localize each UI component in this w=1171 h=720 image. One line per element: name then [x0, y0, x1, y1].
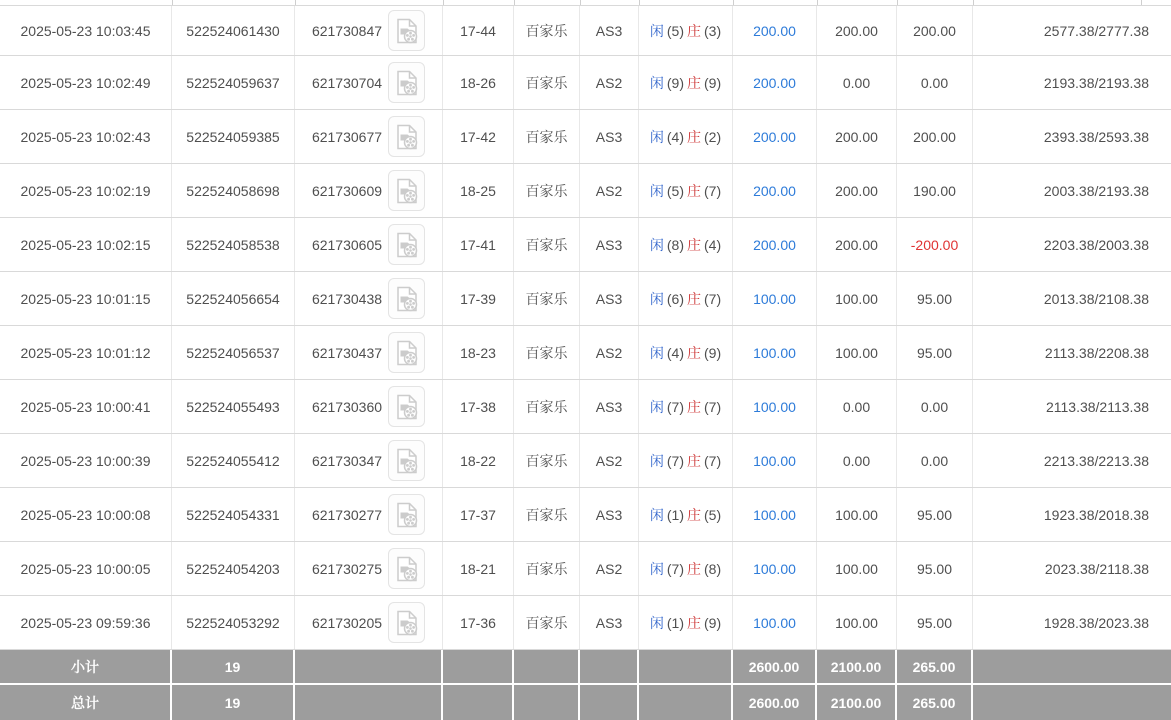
subtotal-empty-cell	[639, 650, 733, 683]
balance: 2113.38/2208.38	[1044, 344, 1149, 361]
bet-amount-cell	[733, 110, 817, 163]
game-type: 百家乐	[514, 380, 580, 433]
balance: 2113.38/2113.38	[1045, 398, 1149, 415]
game-number-cell	[295, 380, 443, 433]
total-label: 总计	[0, 685, 172, 720]
table-code: AS2	[580, 542, 639, 595]
bet-amount-link[interactable]: 200.00	[753, 236, 796, 253]
player-result-label: 闲	[649, 506, 664, 523]
player-result-label: 闲	[649, 614, 664, 631]
subtotal-empty-cell	[580, 650, 639, 683]
banker-result-label: 庄	[687, 398, 701, 415]
table-code: AS3	[580, 272, 639, 325]
table-round: 18-25	[443, 164, 514, 217]
game-number: 621730437	[311, 344, 383, 361]
table-round: 18-22	[443, 434, 514, 487]
video-file-icon	[396, 232, 418, 258]
table-row	[0, 542, 1171, 596]
player-result-label: 闲	[649, 236, 664, 253]
balance: 2577.38/2777.38	[1043, 22, 1149, 39]
video-replay-button[interactable]	[388, 278, 425, 319]
game-result	[639, 596, 733, 649]
column-divider-stub	[1141, 0, 1142, 5]
game-result	[639, 218, 733, 271]
table-code: AS3	[580, 380, 639, 433]
game-number-cell	[295, 326, 443, 379]
table-round: 17-38	[443, 380, 514, 433]
video-file-icon	[396, 286, 418, 312]
total-empty-cell	[973, 685, 1171, 720]
table-row	[0, 6, 1171, 56]
table-code: AS3	[580, 488, 639, 541]
table-round: 17-41	[443, 218, 514, 271]
bet-time: 2025-05-23 10:00:41	[0, 380, 172, 433]
table-row	[0, 380, 1171, 434]
table-code: AS3	[580, 110, 639, 163]
video-file-icon	[396, 394, 418, 420]
column-divider-stub	[443, 0, 444, 5]
player-result-label: 闲	[649, 560, 664, 577]
banker-result-label: 庄	[687, 614, 701, 631]
banker-result-label: 庄	[687, 560, 701, 577]
balance: 1923.38/2018.38	[1043, 506, 1149, 523]
valid-amount: 0.00	[817, 434, 897, 487]
table-row	[0, 272, 1171, 326]
bet-amount-link[interactable]: 200.00	[753, 182, 796, 199]
table-code: AS2	[580, 56, 639, 109]
banker-result-score: (9)	[704, 74, 722, 91]
win-loss: 200.00	[897, 110, 973, 163]
total-empty-cell	[580, 685, 639, 720]
valid-amount: 0.00	[817, 56, 897, 109]
table-code: AS3	[580, 218, 639, 271]
bet-time: 2025-05-23 10:02:19	[0, 164, 172, 217]
balance: 2393.38/2593.38	[1043, 128, 1149, 145]
banker-result-label: 庄	[687, 236, 701, 253]
banker-result-score: (7)	[704, 182, 722, 199]
game-number: 621730677	[311, 128, 383, 145]
bet-id: 522524059385	[172, 110, 295, 163]
subtotal-empty-cell	[973, 650, 1171, 683]
game-type: 百家乐	[514, 488, 580, 541]
video-replay-button[interactable]	[388, 62, 425, 103]
game-result	[639, 434, 733, 487]
player-result-score: (1)	[666, 506, 684, 523]
banker-result-score: (8)	[704, 560, 722, 577]
total-empty-cell	[639, 685, 733, 720]
banker-result-label: 庄	[687, 344, 701, 361]
table-row	[0, 110, 1171, 164]
table-row	[0, 326, 1171, 380]
game-result	[639, 164, 733, 217]
video-replay-button[interactable]	[388, 548, 425, 589]
game-type: 百家乐	[514, 110, 580, 163]
video-replay-button[interactable]	[388, 170, 425, 211]
valid-amount: 100.00	[817, 596, 897, 649]
bet-time: 2025-05-23 10:01:15	[0, 272, 172, 325]
total-empty-cell	[295, 685, 443, 720]
video-file-icon	[396, 18, 418, 44]
table-row	[0, 596, 1171, 650]
video-file-icon	[396, 70, 418, 96]
bet-amount-cell	[733, 542, 817, 595]
table-code: AS3	[580, 596, 639, 649]
game-type: 百家乐	[514, 164, 580, 217]
balance: 2023.38/2118.38	[1044, 560, 1149, 577]
game-type: 百家乐	[514, 272, 580, 325]
balance: 2213.38/2213.38	[1043, 452, 1149, 469]
bet-amount-link[interactable]: 100.00	[753, 398, 796, 415]
table-row	[0, 488, 1171, 542]
game-number-cell	[295, 488, 443, 541]
game-number: 621730275	[311, 560, 383, 577]
column-divider-stub	[817, 0, 818, 5]
valid-amount: 200.00	[817, 218, 897, 271]
player-result-score: (6)	[666, 290, 684, 307]
game-number-cell	[295, 596, 443, 649]
win-loss: 95.00	[897, 488, 973, 541]
banker-result-score: (5)	[704, 506, 722, 523]
table-round: 18-23	[443, 326, 514, 379]
player-result-score: (4)	[666, 344, 684, 361]
bet-amount-link[interactable]: 100.00	[753, 344, 796, 361]
table-round: 17-39	[443, 272, 514, 325]
player-result-score: (7)	[666, 560, 684, 577]
game-number-cell	[295, 272, 443, 325]
valid-amount: 200.00	[817, 164, 897, 217]
video-file-icon	[396, 448, 418, 474]
win-loss: 0.00	[897, 434, 973, 487]
win-loss: 0.00	[897, 56, 973, 109]
bet-time: 2025-05-23 10:01:12	[0, 326, 172, 379]
banker-result-label: 庄	[687, 452, 701, 469]
banker-result-label: 庄	[687, 506, 701, 523]
player-result-score: (8)	[666, 236, 684, 253]
game-number: 621730347	[311, 452, 383, 469]
subtotal-empty-cell	[514, 650, 580, 683]
bet-id: 522524058538	[172, 218, 295, 271]
bet-id: 522524054331	[172, 488, 295, 541]
game-result	[639, 56, 733, 109]
win-loss: 0.00	[897, 380, 973, 433]
bet-amount-link[interactable]: 100.00	[753, 506, 796, 523]
player-result-label: 闲	[649, 74, 664, 91]
video-replay-button[interactable]	[388, 494, 425, 535]
game-number: 621730205	[311, 614, 383, 631]
table-row	[0, 56, 1171, 110]
bet-amount-cell	[733, 380, 817, 433]
subtotal-empty-cell	[443, 650, 514, 683]
bet-amount-cell	[733, 434, 817, 487]
bet-amount-cell	[733, 488, 817, 541]
game-type: 百家乐	[514, 326, 580, 379]
player-result-label: 闲	[649, 290, 664, 307]
column-divider-stub	[172, 0, 173, 5]
player-result-score: (7)	[666, 452, 684, 469]
table-code: AS3	[580, 6, 639, 55]
player-result-label: 闲	[649, 22, 664, 39]
game-type: 百家乐	[514, 434, 580, 487]
bet-id: 522524061430	[172, 6, 295, 55]
game-type: 百家乐	[514, 56, 580, 109]
player-result-label: 闲	[649, 128, 664, 145]
bet-id: 522524053292	[172, 596, 295, 649]
bet-time: 2025-05-23 10:00:08	[0, 488, 172, 541]
bet-id: 522524054203	[172, 542, 295, 595]
banker-result-label: 庄	[687, 74, 701, 91]
valid-amount: 200.00	[817, 6, 897, 55]
bet-amount-cell	[733, 272, 817, 325]
player-result-score: (7)	[666, 398, 684, 415]
total-bet-total: 2600.00	[733, 685, 817, 720]
win-loss: 95.00	[897, 272, 973, 325]
banker-result-score: (7)	[704, 290, 722, 307]
column-divider-stub	[295, 0, 296, 5]
game-number-cell	[295, 434, 443, 487]
table-row	[0, 434, 1171, 488]
player-result-score: (5)	[666, 22, 684, 39]
valid-amount: 200.00	[817, 110, 897, 163]
table-round: 17-37	[443, 488, 514, 541]
total-row	[0, 683, 1171, 720]
column-divider-stub	[733, 0, 734, 5]
bet-amount-link[interactable]: 200.00	[753, 128, 796, 145]
balance: 2003.38/2193.38	[1043, 182, 1149, 199]
banker-result-score: (7)	[704, 452, 722, 469]
bet-time: 2025-05-23 10:02:49	[0, 56, 172, 109]
banker-result-label: 庄	[687, 182, 701, 199]
game-result	[639, 110, 733, 163]
banker-result-label: 庄	[687, 22, 701, 39]
banker-result-score: (9)	[704, 344, 722, 361]
player-result-score: (1)	[666, 614, 684, 631]
balance: 2193.38/2193.38	[1043, 74, 1149, 91]
game-number: 621730605	[311, 236, 383, 253]
game-result	[639, 272, 733, 325]
win-loss: 95.00	[897, 326, 973, 379]
bet-id: 522524055493	[172, 380, 295, 433]
game-result	[639, 380, 733, 433]
bet-amount-cell	[733, 6, 817, 55]
game-number-cell	[295, 56, 443, 109]
table-code: AS2	[580, 434, 639, 487]
video-replay-button[interactable]	[388, 10, 425, 51]
valid-amount: 100.00	[817, 488, 897, 541]
game-number-cell	[295, 218, 443, 271]
valid-amount: 100.00	[817, 542, 897, 595]
total-winloss-total: 265.00	[897, 685, 973, 720]
game-number-cell	[295, 164, 443, 217]
player-result-label: 闲	[649, 182, 664, 199]
game-number: 621730277	[311, 506, 383, 523]
bet-amount-cell	[733, 56, 817, 109]
bet-records-table	[0, 6, 1171, 650]
game-result	[639, 6, 733, 55]
table-code: AS2	[580, 326, 639, 379]
bet-time: 2025-05-23 10:02:15	[0, 218, 172, 271]
previous-row-remnant	[0, 0, 1171, 6]
game-type: 百家乐	[514, 218, 580, 271]
table-round: 17-36	[443, 596, 514, 649]
game-result	[639, 326, 733, 379]
subtotal-row	[0, 650, 1171, 683]
player-result-label: 闲	[649, 344, 664, 361]
banker-result-score: (9)	[704, 614, 722, 631]
table-row	[0, 218, 1171, 272]
game-number-cell	[295, 542, 443, 595]
bet-id: 522524055412	[172, 434, 295, 487]
player-result-score: (5)	[666, 182, 684, 199]
bet-amount-link[interactable]: 200.00	[753, 22, 796, 39]
bet-amount-cell	[733, 218, 817, 271]
banker-result-score: (2)	[704, 128, 722, 145]
subtotal-winloss-total: 265.00	[897, 650, 973, 683]
bet-amount-link[interactable]: 100.00	[753, 452, 796, 469]
video-replay-button[interactable]	[388, 332, 425, 373]
video-file-icon	[396, 340, 418, 366]
game-type: 百家乐	[514, 6, 580, 55]
bet-time: 2025-05-23 10:02:43	[0, 110, 172, 163]
valid-amount: 100.00	[817, 272, 897, 325]
player-result-score: (4)	[666, 128, 684, 145]
win-loss: 95.00	[897, 596, 973, 649]
bet-amount-link[interactable]: 100.00	[753, 560, 796, 577]
game-result	[639, 542, 733, 595]
total-empty-cell	[443, 685, 514, 720]
bet-amount-cell	[733, 596, 817, 649]
valid-amount: 100.00	[817, 326, 897, 379]
bet-amount-link[interactable]: 100.00	[753, 290, 796, 307]
table-round: 17-42	[443, 110, 514, 163]
bet-amount-cell	[733, 164, 817, 217]
table-round: 17-44	[443, 6, 514, 55]
total-count: 19	[172, 685, 295, 720]
video-file-icon	[396, 124, 418, 150]
banker-result-score: (7)	[704, 398, 722, 415]
column-divider-stub	[580, 0, 581, 5]
win-loss: -200.00	[897, 218, 973, 271]
bet-amount-link[interactable]: 100.00	[753, 614, 796, 631]
game-number: 621730609	[311, 182, 383, 199]
column-divider-stub	[973, 0, 974, 5]
bet-time: 2025-05-23 10:03:45	[0, 6, 172, 55]
game-number: 621730438	[311, 290, 383, 307]
banker-result-score: (4)	[704, 236, 722, 253]
subtotal-label: 小计	[0, 650, 172, 683]
bet-time: 2025-05-23 10:00:05	[0, 542, 172, 595]
game-number: 621730847	[311, 22, 383, 39]
win-loss: 190.00	[897, 164, 973, 217]
bet-id: 522524056537	[172, 326, 295, 379]
video-file-icon	[396, 178, 418, 204]
game-number-cell	[295, 6, 443, 55]
video-file-icon	[396, 556, 418, 582]
player-result-label: 闲	[649, 398, 664, 415]
table-round: 18-26	[443, 56, 514, 109]
subtotal-bet-total: 2600.00	[733, 650, 817, 683]
video-replay-button[interactable]	[388, 386, 425, 427]
bet-id: 522524058698	[172, 164, 295, 217]
balance: 1928.38/2023.38	[1043, 614, 1149, 631]
game-result	[639, 488, 733, 541]
game-type: 百家乐	[514, 596, 580, 649]
subtotal-count: 19	[172, 650, 295, 683]
game-number: 621730360	[311, 398, 383, 415]
bet-amount-link[interactable]: 200.00	[753, 74, 796, 91]
subtotal-valid-total: 2100.00	[817, 650, 897, 683]
column-divider-stub	[639, 0, 640, 5]
table-code: AS2	[580, 164, 639, 217]
video-replay-button[interactable]	[388, 440, 425, 481]
video-file-icon	[396, 610, 418, 636]
table-row	[0, 164, 1171, 218]
banker-result-score: (3)	[704, 22, 722, 39]
game-number: 621730704	[311, 74, 383, 91]
player-result-score: (9)	[666, 74, 684, 91]
balance: 2203.38/2003.38	[1043, 236, 1149, 253]
game-number-cell	[295, 110, 443, 163]
video-replay-button[interactable]	[388, 224, 425, 265]
video-replay-button[interactable]	[388, 116, 425, 157]
banker-result-label: 庄	[687, 290, 701, 307]
table-round: 18-21	[443, 542, 514, 595]
player-result-label: 闲	[649, 452, 664, 469]
bet-time: 2025-05-23 10:00:39	[0, 434, 172, 487]
win-loss: 200.00	[897, 6, 973, 55]
bet-id: 522524059637	[172, 56, 295, 109]
banker-result-label: 庄	[687, 128, 701, 145]
balance: 2013.38/2108.38	[1043, 290, 1149, 307]
video-replay-button[interactable]	[388, 602, 425, 643]
win-loss: 95.00	[897, 542, 973, 595]
bet-id: 522524056654	[172, 272, 295, 325]
column-divider-stub	[514, 0, 515, 5]
game-type: 百家乐	[514, 542, 580, 595]
column-divider-stub	[897, 0, 898, 5]
total-empty-cell	[514, 685, 580, 720]
bet-amount-cell	[733, 326, 817, 379]
video-file-icon	[396, 502, 418, 528]
total-valid-total: 2100.00	[817, 685, 897, 720]
bet-time: 2025-05-23 09:59:36	[0, 596, 172, 649]
subtotal-empty-cell	[295, 650, 443, 683]
valid-amount: 0.00	[817, 380, 897, 433]
